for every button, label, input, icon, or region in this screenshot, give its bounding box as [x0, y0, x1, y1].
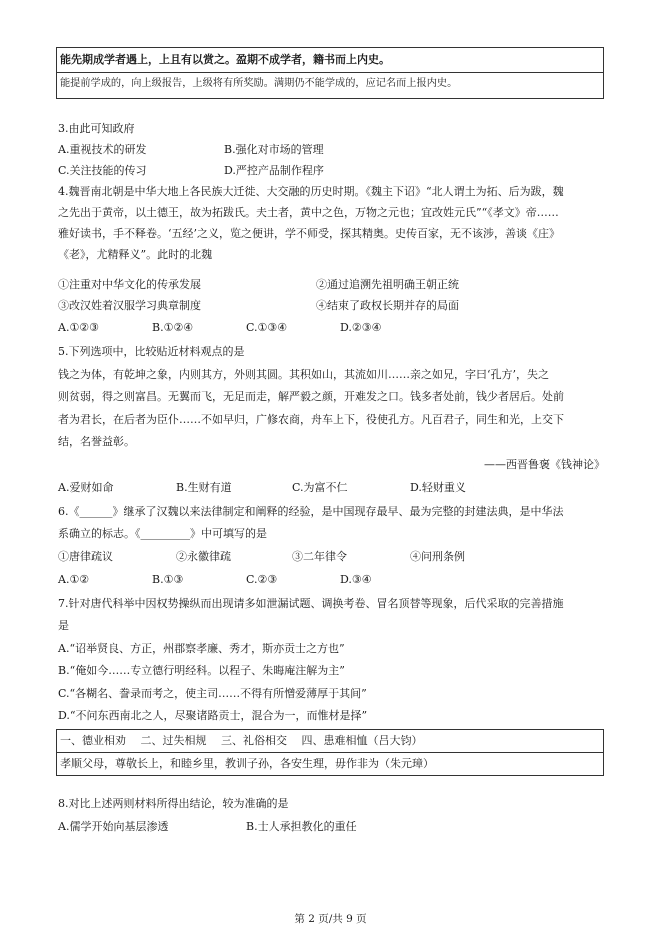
table2-row-lvyue: 一、德业相劝 二、过失相规 三、礼俗相交 四、患难相恤（吕大钧） — [60, 734, 423, 747]
q6-stem-line-1: 6.《______》继承了汉魏以来法律制定和阐释的经验，是中国现存最早、最为完整的封建法典，是中华法 — [58, 505, 564, 518]
q4-option-c: C.①③④ — [246, 321, 288, 334]
table2-divider — [57, 752, 603, 753]
q3-option-b: B.强化对市场的管理 — [224, 143, 324, 156]
q5-option-a: A.爱财如命 — [58, 481, 114, 494]
table2-row-shengyu: 孝顺父母，尊敬长上，和睦乡里，教训子孙，各安生理，毋作非为（朱元璋） — [60, 757, 434, 770]
q7-stem-line-1: 7.针对唐代科举中因权势操纵而出现请多如泄漏试题、调换考卷、冒名顶替等现象，后代采取的完善措施 — [58, 597, 564, 610]
q4-option-d: D.②③④ — [340, 321, 382, 334]
q4-item-1: ①注重对中华文化的传承发展 — [58, 278, 201, 291]
q6-item-3: ③二年律令 — [292, 550, 347, 563]
q6-option-d: D.③④ — [340, 573, 372, 586]
q6-option-c: C.②③ — [246, 573, 278, 586]
q4-stem-line-3: 雅好读书，手不释卷。‘五经’之义，览之便讲，学不师受，探其精奥。史传百家，无不该涉，善谈《庄》 — [58, 227, 560, 240]
q4-item-3: ③改汉姓着汉服学习典章制度 — [58, 299, 201, 312]
q8-option-a: A.儒学开始向基层渗透 — [58, 820, 169, 833]
q6-item-2: ②永徽律疏 — [176, 550, 231, 563]
q5-stem: 5.下列选项中，比较贴近材料观点的是 — [58, 345, 245, 358]
q8-stem: 8.对比上述两则材料所得出结论，较为准确的是 — [58, 797, 289, 810]
q4-stem-line-4: 《老》，尤精释义”。此时的北魏 — [58, 248, 213, 261]
q4-item-4: ④结束了政权长期并存的局面 — [316, 299, 459, 312]
q6-item-1: ①唐律疏议 — [58, 550, 113, 563]
q6-item-4: ④问刑条例 — [410, 550, 465, 563]
q5-passage-line-4: 结，名誉益彰。 — [58, 435, 135, 448]
q6-option-b: B.①③ — [152, 573, 184, 586]
q7-option-d: D.“不问东西南北之人，尽聚诸路贡士，混合为一，而惟材是择” — [58, 709, 368, 722]
q5-source: ——西晋鲁褒《钱神论》 — [484, 458, 605, 471]
material-table-1 — [56, 47, 604, 99]
q7-option-c: C.“各糊名、誊录而考之，使主司……不得有所憎爱薄厚于其间” — [58, 687, 367, 700]
q3-option-c: C.关注技能的传习 — [58, 164, 147, 177]
material-table-2 — [56, 729, 604, 776]
table1-divider — [57, 72, 603, 73]
table1-row-original: 能先期成学者遇上，上且有以赏之。盈期不成学者，籍书而上内史。 — [60, 53, 390, 66]
q3-option-d: D.严控产品制作程序 — [224, 164, 324, 177]
q5-option-b: B.生财有道 — [176, 481, 232, 494]
q5-passage-line-1: 钱之为体，有乾坤之象，内则其方，外则其圆。其积如山，其流如川……亲之如兄，字曰‘孔方’，失之 — [58, 368, 549, 381]
page-number-footer: 第 2 页/共 9 页 — [294, 913, 367, 925]
q4-option-b: B.①②④ — [152, 321, 194, 334]
q8-option-b: B.士人承担教化的重任 — [246, 820, 357, 833]
q4-stem-line-2: 之先出于黄帝，以土德王，故为拓跋氏。夫土者，黄中之色，万物之元也；宜改姓元氏”“《孝文》帝…… — [58, 206, 559, 219]
q7-option-b: B.“俺如今……专立德行明经科。以程子、朱晦庵注解为主” — [58, 664, 345, 677]
q6-stem-line-2: 系确立的标志。《_________》中可填写的是 — [58, 527, 267, 540]
q5-option-c: C.为富不仁 — [292, 481, 348, 494]
q6-option-a: A.①② — [58, 573, 90, 586]
q3-option-a: A.重视技术的研发 — [58, 143, 147, 156]
q5-passage-line-3: 者为君长，在后者为臣仆……不如早归，广修农商，舟车上下，役使孔方。凡百君子，同生和光，上交下 — [58, 413, 564, 426]
q7-option-a: A.“诏举贤良、方正，州郡察孝廉、秀才，斯亦贡士之方也” — [58, 642, 345, 655]
q4-stem-line-1: 4.魏晋南北朝是中华大地上各民族大迁徙、大交融的历史时期。《魏主下诏》“北人谓土为拓、后为跋，魏 — [58, 185, 564, 198]
q4-option-a: A.①②③ — [58, 321, 100, 334]
q4-item-2: ②通过追溯先祖明确王朝正统 — [316, 278, 459, 291]
q5-passage-line-2: 则贫弱，得之则富昌。无翼而飞，无足而走，解严毅之颜，开难发之口。钱多者处前，钱少者居后。处前 — [58, 390, 564, 403]
q5-option-d: D.轻财重义 — [410, 481, 466, 494]
table1-row-translation: 能提前学成的，向上级报告，上级将有所奖励。满期仍不能学成的，应记名而上报内史。 — [60, 78, 458, 89]
q7-stem-line-2: 是 — [58, 619, 69, 632]
q3-stem: 3.由此可知政府 — [58, 122, 135, 135]
